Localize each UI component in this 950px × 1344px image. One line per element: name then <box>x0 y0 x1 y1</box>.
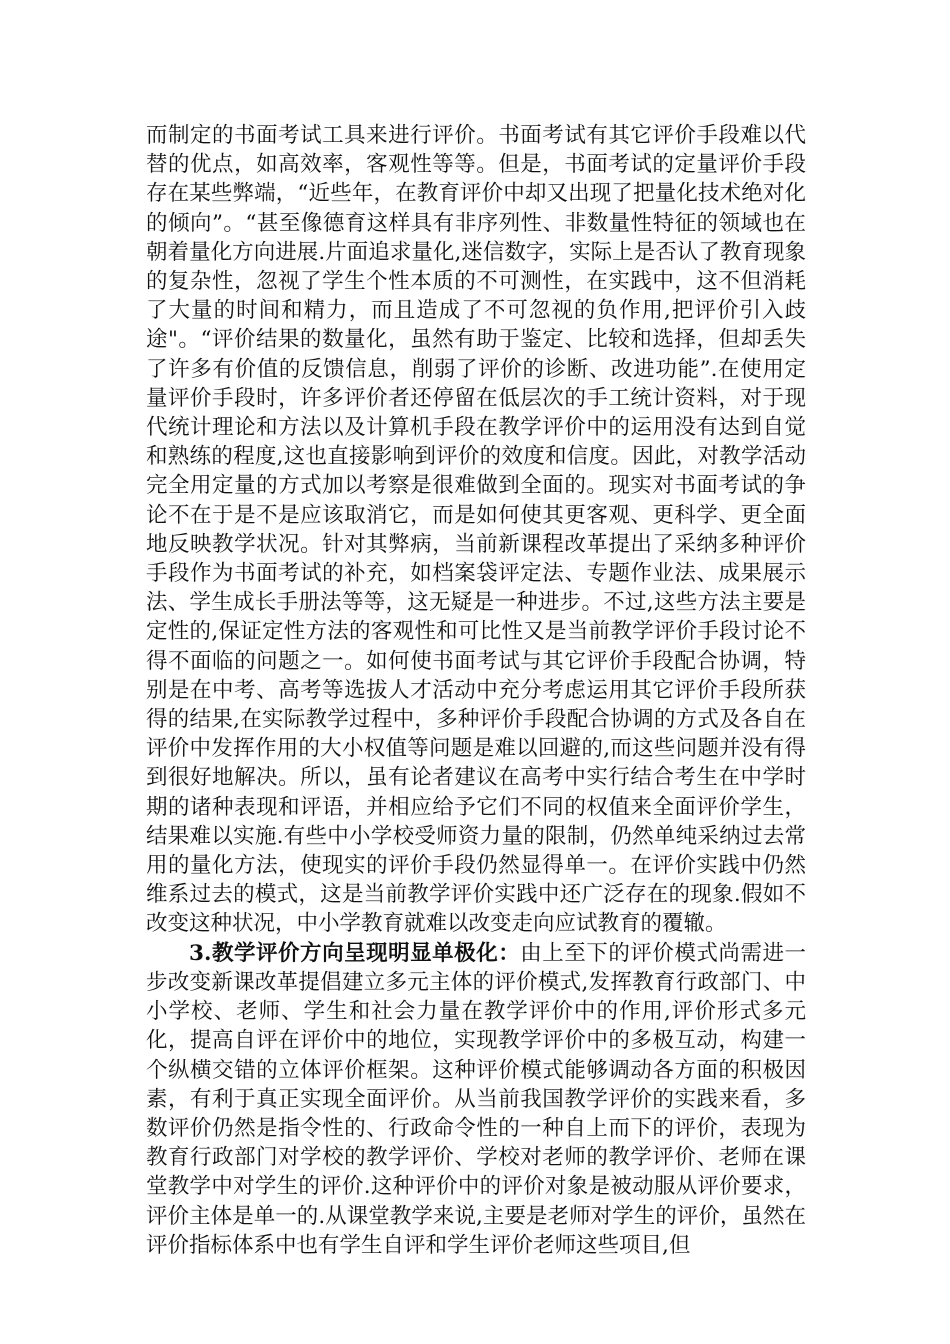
section-heading: 3.教学评价方向呈现明显单极化： <box>189 940 521 966</box>
section-body-text: 由上至下的评价模式尚需进一步改变新课改革提倡建立多元主体的评价模式,发挥教育行政部门、中小学校、老师、学生和社会力量在教学评价中的作用,评价形式多元化，提高自评在评价中的地位，实现教学评价中的多极互动，构建一个纵横交错的立体评价框架。这种评价模式能够调动各方面的积极因素，有利于真正实现全面评价。从当前我国教学评价的实践来看，多数评价仍然是指令性的、行政命令性的一种自上而下的评价，表现为教育行政部门对学校的教学评价、学校对老师的教学评价、老师在课堂教学中对学生的评价.这种评价中的评价对象是被动服从评价要求，评价主体是单一的.从课堂教学来说,主要是老师对学生的评价，虽然在评价指标体系中也有学生自评和学生评价老师这些项目,但 <box>146 940 806 1258</box>
document-page <box>146 121 806 1260</box>
section-paragraph <box>146 939 806 1260</box>
body-paragraph: 而制定的书面考试工具来进行评价。书面考试有其它评价手段难以代替的优点，如高效率，客观性等等。但是，书面考试的定量评价手段存在某些弊端，“近些年，在教育评价中却又出现了把量化技术绝对化的倾向”。“甚至像德育这样具有非序列性、非数量性特征的领域也在朝着量化方向进展.片面追求量化,迷信数字，实际上是否认了教育现象的复杂性，忽视了学生个性本质的不可测性，在实践中，这不但消耗了大量的时间和精力，而且造成了不可忽视的负作用,把评价引入歧途"。“评价结果的数量化，虽然有助于鉴定、比较和选择，但却丢失了许多有价值的反馈信息，削弱了评价的诊断、改进功能”.在使用定量评价手段时，许多评价者还停留在低层次的手工统计资料，对于现代统计理论和方法以及计算机手段在教学评价中的运用没有达到自觉和熟练的程度,这也直接影响到评价的效度和信度。因此，对教学活动完全用定量的方式加以考察是很难做到全面的。现实对书面考试的争论不在于是不是应该取消它，而是如何使其更客观、更科学、更全面地反映教学状况。针对其弊病，当前新课程改革提出了采纳多种评价手段作为书面考试的补充，如档案袋评定法、专题作业法、成果展示法、学生成长手册法等等，这无疑是一种进步。不过,这些方法主要是定性的,保证定性方法的客观性和可比性又是当前教学评价手段讨论不得不面临的问题之一。如何使书面考试与其它评价手段配合协调，特别是在中考、高考等选拔人才活动中充分考虑运用其它评价手段所获得的结果,在实际教学过程中，多种评价手段配合协调的方式及各自在评价中发挥作用的大小权值等问题是难以回避的,而这些问题并没有得到很好地解决。所以，虽有论者建议在高考中实行结合考生在中学时期的诸种表现和评语，并相应给予它们不同的权值来全面评价学生，结果难以实施.有些中小学校受师资力量的限制，仍然单纯采纳过去常用的量化方法，使现实的评价手段仍然显得单一。在评价实践中仍然维系过去的模式，这是当前教学评价实践中还广泛存在的现象.假如不改变这种状况，中小学教育就难以改变走向应试教育的覆辙。 <box>146 123 806 937</box>
